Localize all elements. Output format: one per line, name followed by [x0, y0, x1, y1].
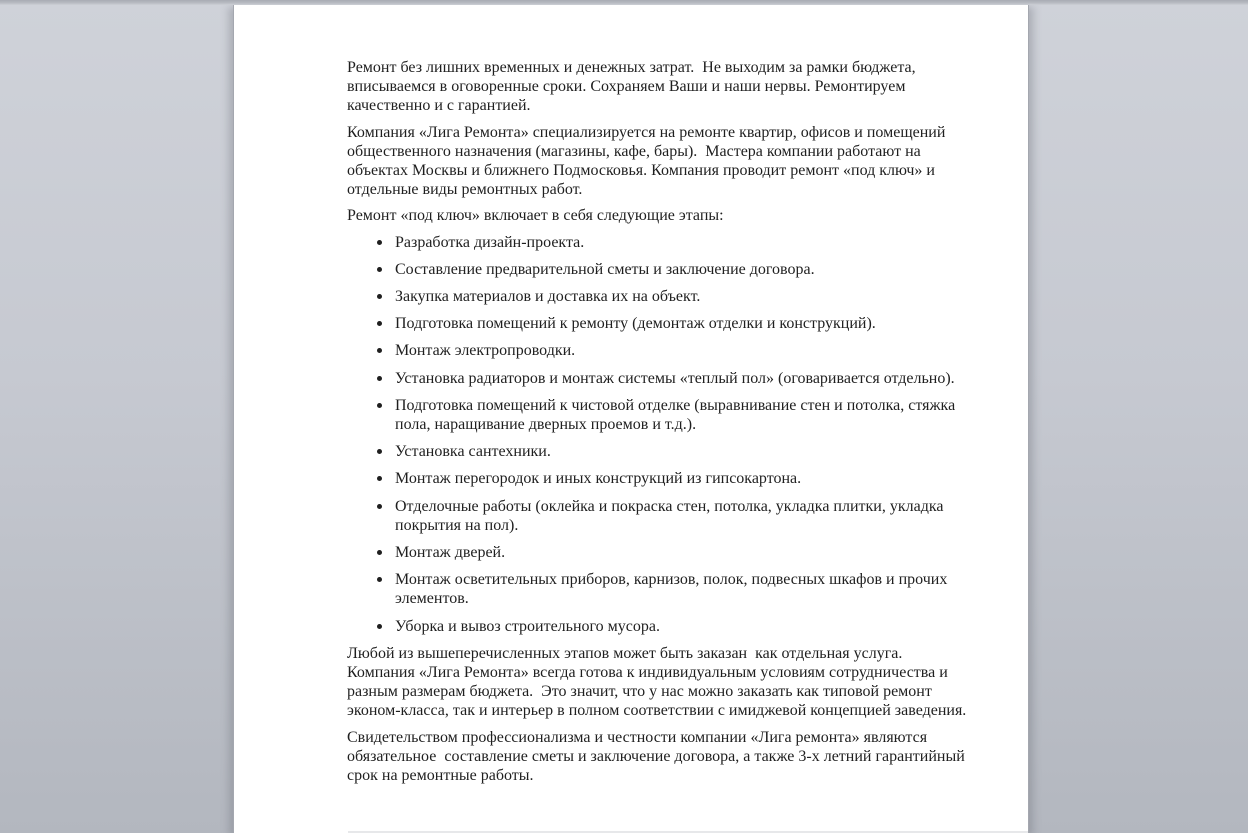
- stage-item-lighting-fixtures: Монтаж осветительных приборов, карнизов, полок, подвесных шкафов и прочих элементов.: [347, 570, 968, 608]
- paragraph-individual-service: Любой из вышеперечисленных этапов может быть заказан как отдельная услуга. Компания «Лига Ремонта» всегда готова к индивидуальным условиям сотрудничества и разным размерам бюджета. Это значит, что у нас можно заказать как типовой ремонт эконом-класса, так и интерьер в полном соответствии с имиджевой концепцией заведения.: [347, 644, 967, 720]
- viewport-top-edge: [0, 0, 1248, 5]
- document-content: [234, 4, 1028, 792]
- document-page: [233, 4, 1029, 833]
- stage-item-finish-prep: Подготовка помещений к чистовой отделке (выравнивание стен и потолка, стяжка пола, наращивание дверных проемов и т.д.).: [347, 396, 968, 434]
- stage-item-doors: Монтаж дверей.: [347, 543, 968, 562]
- paragraph-list-intro: Ремонт «под ключ» включает в себя следующие этапы:: [347, 207, 724, 225]
- stage-item-estimate-contract: Составление предварительной сметы и заключение договора.: [347, 260, 968, 279]
- stage-item-finishing-works: Отделочные работы (оклейка и покраска стен, потолка, укладка плитки, укладка покрытия на пол).: [347, 497, 968, 535]
- stage-item-cleanup: Уборка и вывоз строительного мусора.: [347, 617, 968, 636]
- stage-item-wiring: Монтаж электропроводки.: [347, 341, 968, 360]
- paragraph-company-about: Компания «Лига Ремонта» специализируется на ремонте квартир, офисов и помещений общественного назначения (магазины, кафе, бары). Мастера компании работают на объектах Москвы и ближнего Подмосковья. Компания проводит ремонт «под ключ» и отдельные виды ремонтных работ.: [347, 123, 950, 199]
- stages-list: [347, 233, 968, 636]
- paragraph-intro: Ремонт без лишних временных и денежных затрат. Не выходим за рамки бюджета, вписываемся в оговоренные сроки. Сохраняем Ваши и наши нервы. Ремонтируем качественно и с гарантией.: [347, 59, 920, 115]
- stage-item-plumbing: Установка сантехники.: [347, 442, 968, 461]
- stage-item-design: Разработка дизайн-проекта.: [347, 233, 968, 252]
- paragraph-guarantee: Свидетельством профессионализма и честности компании «Лига ремонта» являются обязательное составление сметы и заключение договора, а также 3-х летний гарантийный срок на ремонтные работы.: [347, 728, 969, 785]
- stage-item-materials: Закупка материалов и доставка их на объект.: [347, 287, 968, 306]
- stage-item-radiators: Установка радиаторов и монтаж системы «теплый пол» (оговаривается отдельно).: [347, 369, 968, 388]
- stage-item-preparation: Подготовка помещений к ремонту (демонтаж отделки и конструкций).: [347, 314, 968, 333]
- stage-item-drywall: Монтаж перегородок и иных конструкций из гипсокартона.: [347, 469, 968, 488]
